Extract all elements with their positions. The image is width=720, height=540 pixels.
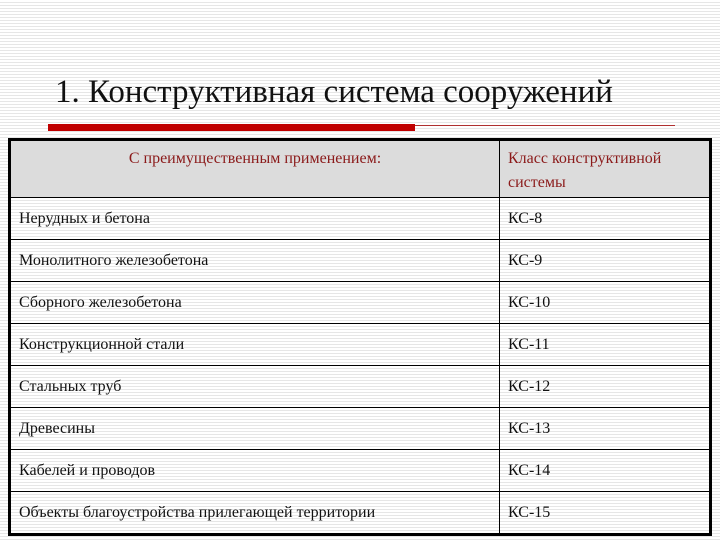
- cell-class: КС-8: [500, 198, 711, 240]
- table-row: [10, 240, 711, 282]
- cell-application: Монолитного железобетона: [10, 240, 500, 282]
- cell-application: Стальных труб: [10, 366, 500, 408]
- cell-application: Объекты благоустройства прилегающей территории: [10, 492, 500, 535]
- title-underline-rule: [415, 125, 675, 126]
- header-application: С преимущественным применением:: [10, 140, 500, 198]
- cell-class: КС-11: [500, 324, 711, 366]
- table-row: [10, 324, 711, 366]
- table-row: [10, 198, 711, 240]
- table-header-row: [10, 140, 711, 198]
- cell-application: Древесины: [10, 408, 500, 450]
- cell-class: КС-12: [500, 366, 711, 408]
- title-underline-accent: [48, 124, 415, 131]
- cell-class: КС-13: [500, 408, 711, 450]
- construction-system-table: [8, 138, 712, 536]
- cell-class: КС-10: [500, 282, 711, 324]
- header-class: Класс конструктивной системы: [500, 140, 711, 198]
- slide-title: 1. Конструктивная система сооружений: [55, 74, 613, 110]
- table-row: [10, 366, 711, 408]
- table-row: [10, 492, 711, 535]
- cell-application: Конструкционной стали: [10, 324, 500, 366]
- table-row: [10, 282, 711, 324]
- cell-application: Сборного железобетона: [10, 282, 500, 324]
- table-row: [10, 450, 711, 492]
- table-row: [10, 408, 711, 450]
- cell-application: Нерудных и бетона: [10, 198, 500, 240]
- cell-application: Кабелей и проводов: [10, 450, 500, 492]
- cell-class: КС-9: [500, 240, 711, 282]
- cell-class: КС-14: [500, 450, 711, 492]
- cell-class: КС-15: [500, 492, 711, 535]
